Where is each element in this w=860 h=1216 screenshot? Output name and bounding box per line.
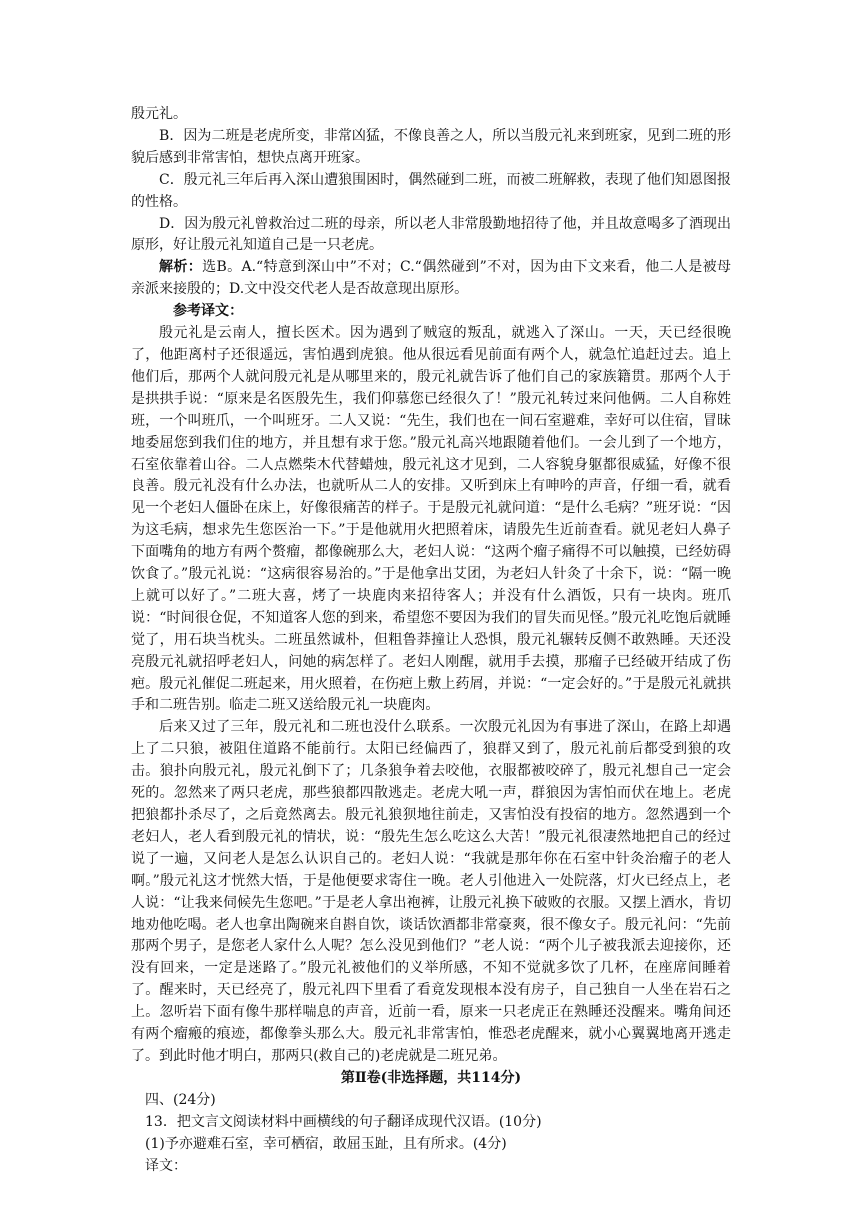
translation — [131, 301, 731, 1068]
analysis-text: 选B。A.“特意到深山中”不对；C.“偶然碰到”不对，因为由下文来看，他二人是被母亲派来接殷的；D.文中没交代老人是否故意现出原形。 — [131, 259, 732, 298]
question-13: 13．把文言文阅读材料中画横线的句子翻译成现代汉语。(10分) — [145, 1113, 542, 1130]
question-13-1: (1)予亦避难石室，幸可栖宿，敢屈玉趾，且有所求。(4分) — [145, 1135, 507, 1152]
translation-heading: 参考译文： — [173, 303, 244, 320]
translation-paragraph-1: 殷元礼是云南人，擅长医术。因为遇到了贼寇的叛乱，就逃入了深山。一天，天已经很晚了，他距离村子还很遥远，害怕遇到虎狼。他从很远看见前面有两个人，就急忙追赶过去。追上他们后，那两个人就问殷元礼是从哪里来的，殷元礼就告诉了他们自己的家族籍贯。那两个人于是拱拱手说：“原来是名医殷先生，我们仰慕您已经很久了！”殷元礼转过来问他俩。二人自称姓班，一个叫班爪，一个叫班牙。二人又说：“先生，我们也在一间石室避难，幸好可以住宿，冒昧地委屈您到我们住的地方，并且想有求于您。”殷元礼高兴地跟随着他们。一会儿到了一个地方，石室依靠着山谷。二人点燃柴木代替蜡烛，殷元礼这才见到，二人容貌身躯都很威猛，好像不很良善。殷元礼没有什么办法，也就听从二人的安排。又听到床上有呻吟的声音，仔细一看，就看见一个老妇人僵卧在床上，好像很痛苦的样子。于是殷元礼就问道：“是什么毛病？”班牙说：“因为这毛病，想求先生您医治一下。”于是他就用火把照着床，请殷先生近前查看。就见老妇人鼻子下面嘴角的地方有两个赘瘤，都像碗那么大，老妇人说：“这两个瘤子痛得不可以触摸，已经妨碍饮食了。”殷元礼说：“这病很容易治的。”于是他拿出艾团，为老妇人针灸了十余下，说：“隔一晚上就可以好了。”二班大喜，烤了一块鹿肉来招待客人；并没有什么酒饭，只有一块肉。班爪说：“时间很仓促，不知道客人您的到来，希望您不要因为我们的冒失而见怪。”殷元礼吃饱后就睡觉了，用石块当枕头。二班虽然诚朴，但粗鲁莽撞让人恐惧，殷元礼辗转反侧不敢熟睡。天还没亮殷元礼就招呼老妇人，问她的病怎样了。老妇人刚醒，就用手去摸，那瘤子已经破开结成了伤疤。殷元礼催促二班起来，用火照着，在伤疤上敷上药屑，并说：“一定会好的。”于是殷元礼就拱手和二班告别。临走二班又送给殷元礼一块鹿肉。 — [131, 325, 731, 714]
option-a-tail: 殷元礼。 — [131, 106, 187, 122]
translation-paragraph-2: 后来又过了三年，殷元礼和二班也没什么联系。一次殷元礼因为有事进了深山，在路上却遇上了二只狼，被阻住道路不能前行。太阳已经偏西了，狼群又到了，殷元礼前后都受到狼的攻击。狼扑向殷元礼，殷元礼倒下了；几条狼争着去咬他，衣服都被咬碎了，殷元礼想自己一定会死的。忽然来了两只老虎，那些狼都四散逃走。老虎大吼一声，群狼因为害怕而伏在地上。老虎把狼都扑杀尽了，之后竟然离去。殷元礼狼狈地往前走，又害怕没有投宿的地方。忽然遇到一个老妇人，老人看到殷元礼的情状，说：“殷先生怎么吃这么大苦！”殷元礼很凄然地把自己的经过说了一遍，又问老人是怎么认识自己的。老妇人说：“我就是那年你在石室中针灸治瘤子的老人啊。”殷元礼这才恍然大悟，于是他便要求寄住一晚。老人引他进入一处院落，灯火已经点上，老人说：“让我来伺候先生您吧。”于是老人拿出袍裤，让殷元礼换下破败的衣服。又摆上酒水，肯切地劝他吃喝。老人也拿出陶碗来自斟自饮，谈话饮酒都非常豪爽，很不像女子。殷元礼问：“先前那两个男子，是您老人家什么人呢？怎么没见到他们？”老人说：“两个儿子被我派去迎接你，还没有回来，一定是迷路了。”殷元礼被他们的义举所感，不知不觉就多饮了几杯，在座席间睡着了。醒来时，天已经亮了，殷元礼四下里看了看竟发现根本没有房子，自己独自一人坐在岩石之上。忽听岩下面有像牛那样喘息的声音，近前一看，原来一只老虎正在熟睡还没醒来。嘴角间还有两个瘤瘢的痕迹，都像拳头那么大。殷元礼非常害怕，惟恐老虎醒来，就小心翼翼地离开逃走了。到此时他才明白，那两只(救自己的)老虎就是二班兄弟。 — [131, 719, 731, 1064]
analysis-label: 解析： — [159, 259, 203, 276]
option-c: C．殷元礼三年后再入深山遭狼围困时，偶然碰到二班，而被二班解救，表现了他们知恩图报的性格。 — [131, 171, 731, 210]
option-b: B．因为二班是老虎所变，非常凶猛，不像良善之人，所以当殷元礼来到班家，见到二班的形貌后感到非常害怕，想快点离开班家。 — [131, 127, 731, 166]
analysis — [131, 257, 731, 301]
part2-title: 第Ⅱ卷(非选择题，共114分) — [340, 1069, 522, 1086]
answer-label: 译文： — [145, 1157, 187, 1174]
document-page — [131, 104, 731, 1177]
section-heading: 四、(24分) — [145, 1091, 216, 1108]
option-d: D．因为殷元礼曾救治过二班的母亲，所以老人非常殷勤地招待了他，并且故意喝多了酒现出原形，好让殷元礼知道自己是一只老虎。 — [131, 215, 731, 254]
